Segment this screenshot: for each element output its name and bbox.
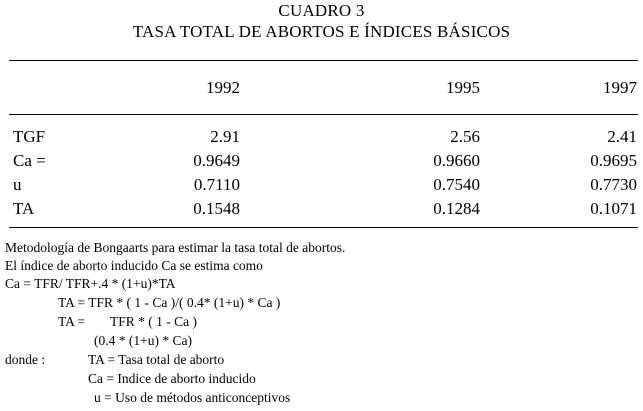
note-line: Metodología de Bongaarts para estimar la tasa total de abortos. [5, 240, 346, 255]
row-label: Ca = [13, 151, 46, 170]
column-header: 1992 [206, 78, 240, 97]
bottom-rule [9, 227, 638, 228]
table-cell: 0.9695 [590, 151, 637, 170]
table-heading: TASA TOTAL DE ABORTOS E ÍNDICES BÁSICOS [132, 22, 511, 41]
column-header: 1995 [446, 78, 480, 97]
column-header: 1997 [603, 78, 637, 97]
donde-label: donde : [5, 352, 46, 367]
formula-numerator: TFR * ( 1 - Ca ) [110, 314, 197, 329]
table-cell: 0.7540 [433, 175, 480, 194]
formula-lhs: TA = [58, 314, 86, 329]
row-label: TA [13, 199, 35, 218]
row-label: u [13, 175, 22, 194]
header-rule [9, 114, 638, 115]
table-cell: 2.56 [450, 127, 480, 146]
table-number: CUADRO 3 [278, 1, 365, 20]
table-cell: 0.1548 [193, 199, 240, 218]
table-cell: 2.41 [607, 127, 637, 146]
formula-line: TA = TFR * ( 1 - Ca )/( 0.4* (1+u) * Ca ) [58, 295, 281, 310]
definition-line: u = Uso de métodos anticonceptivos [94, 390, 291, 405]
table-cell: 0.1071 [590, 199, 637, 218]
definition-line: Ca = Indice de aborto inducido [88, 371, 256, 386]
table-cell: 0.1284 [433, 199, 480, 218]
top-rule [9, 60, 638, 61]
table-cell: 0.9649 [193, 151, 240, 170]
formula-line: Ca = TFR/ TFR+.4 * (1+u)*TA [5, 276, 176, 291]
note-line: El índice de aborto inducido Ca se estima como [5, 258, 263, 273]
table-cell: 2.91 [210, 127, 240, 146]
table-cell: 0.9660 [433, 151, 480, 170]
row-label: TGF [13, 127, 46, 146]
table-cell: 0.7110 [193, 175, 240, 194]
definition-line: TA = Tasa total de aborto [88, 352, 225, 367]
formula-denominator: (0.4 * (1+u) * Ca) [94, 333, 192, 348]
table-cell: 0.7730 [590, 175, 637, 194]
